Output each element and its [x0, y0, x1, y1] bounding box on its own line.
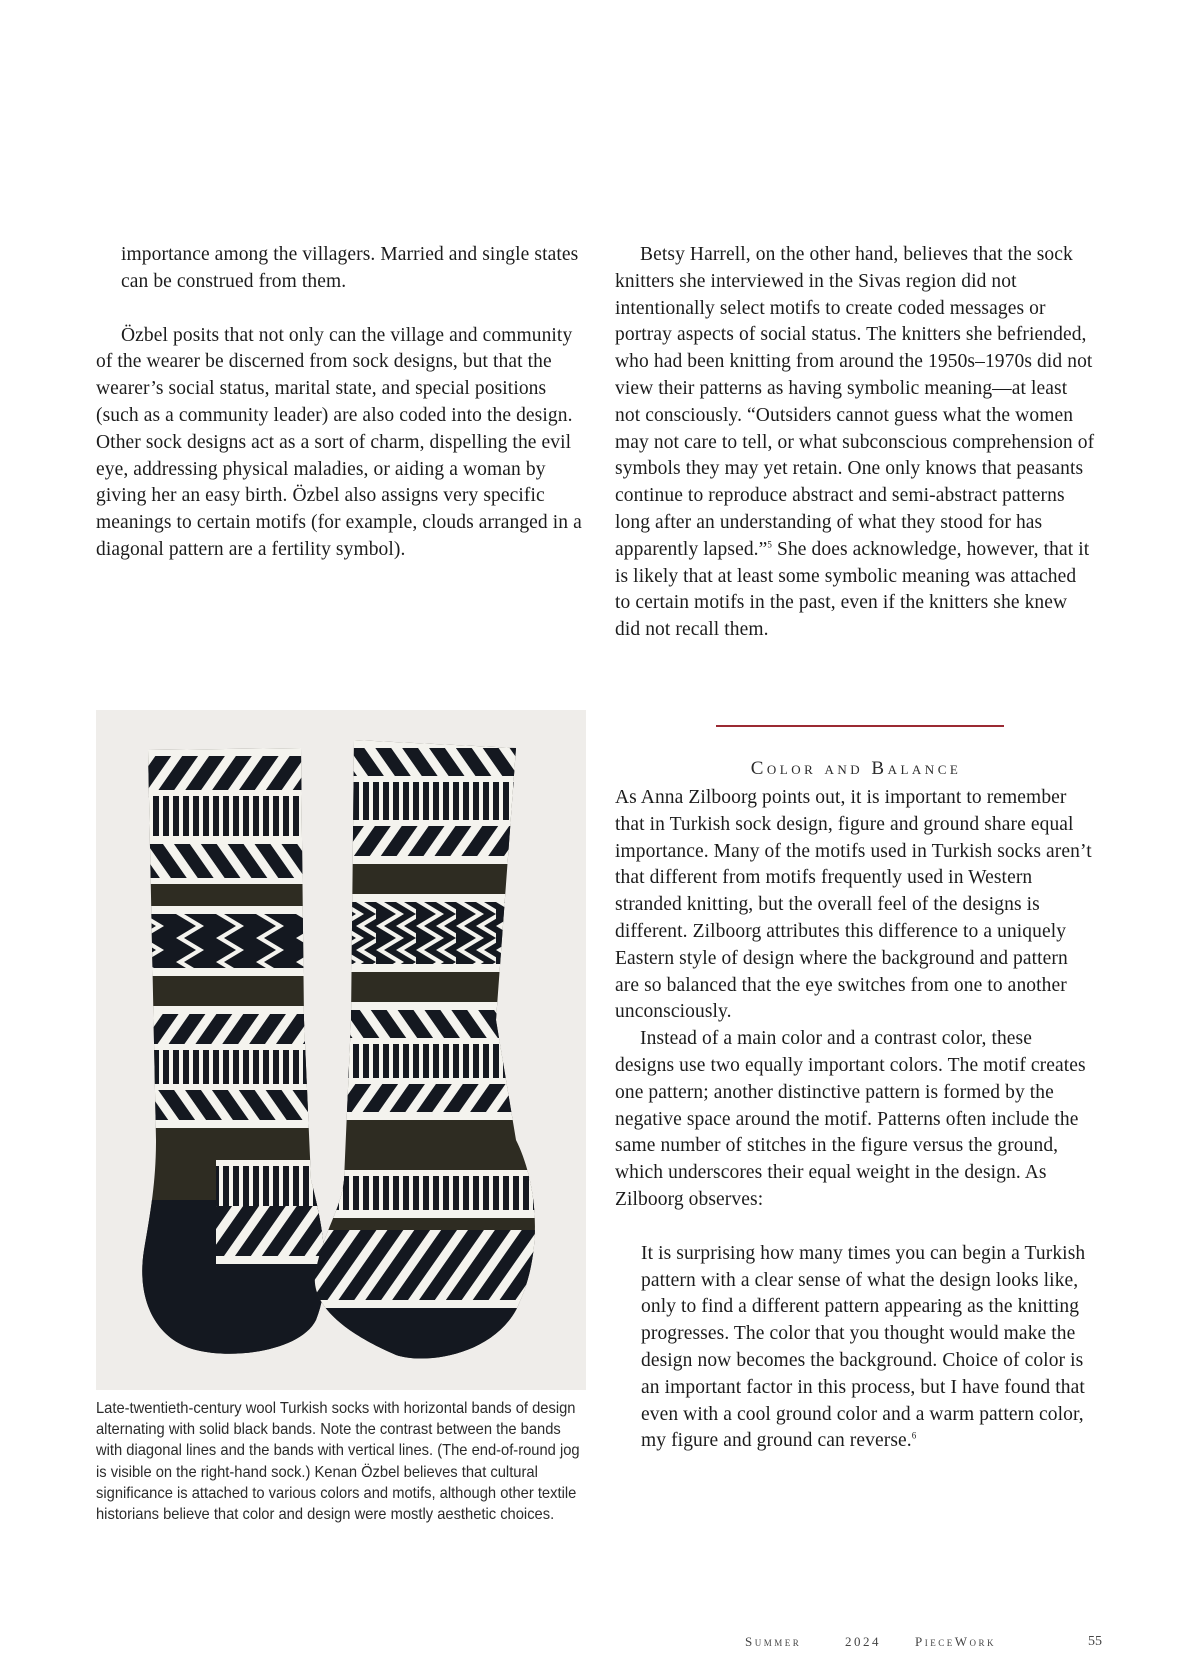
- footnote-5: 5: [767, 539, 773, 550]
- right-column-top: [615, 242, 1095, 644]
- right-para-1-a: Betsy Harrell, on the other hand, believes that the sock knitters she interviewed in the Sivas region did not intentionally select motifs to create coded messages or portray aspects of social status. The knitters she befriended, who had been knitting from around the 1950s–1970s did not view their patterns as having symbolic meaning—at least not consciously. “Outsiders cannot guess what the women may not care to tell, or what subconscious comprehension of symbols they may yet retain. One only knows that peasants continue to reproduce abstract and semi-abstract patterns long after an understanding of what they stood for has apparently lapsed.”: [615, 244, 1095, 560]
- right-para-1-b: She does acknowledge, however, that it is likely that at least some symbolic meaning was attached to certain motifs in the past, even if the knitters she knew did not recall them.: [615, 538, 1090, 641]
- photo-caption: Late-twentieth-century wool Turkish socks with horizontal bands of design alternating with solid black bands. Note the contrast between the bands with diagonal lines and the bands with vertical lines. (The end-of-round jog is visible on the right-hand sock.) Kenan Özbel believes that cultural significance is attached to various colors and motifs, although other textile historians believe that color and design were mostly aesthetic choices.: [96, 1400, 580, 1524]
- left-column: [96, 242, 586, 564]
- footer-year: 2024: [845, 1634, 881, 1649]
- page-number: 55: [1088, 1634, 1102, 1649]
- section-heading: Color and Balance: [750, 758, 962, 779]
- left-para-1: importance among the villagers. Married and single states can be construed from them.: [121, 244, 579, 292]
- footer-season: Summer: [745, 1634, 802, 1649]
- footer-magazine: PieceWork: [915, 1634, 996, 1649]
- right-column-bottom: [615, 785, 1095, 1455]
- block-quote: [615, 1241, 1095, 1455]
- page-footer: [745, 1634, 1105, 1654]
- right-para-3: Instead of a main color and a contrast color, these designs use two equally important colors. The motif creates one pattern; another distinctive pattern is formed by the negative space around the motif. Patterns often include the same number of stitches in the figure versus the ground, which underscores their equal weight in the design. As Zilboorg observes:: [615, 1028, 1086, 1210]
- right-para-1: [615, 242, 1095, 644]
- socks-photo: [96, 710, 586, 1390]
- socks-illustration: [96, 710, 586, 1390]
- footnote-6: 6: [911, 1430, 917, 1441]
- block-quote-text: It is surprising how many times you can begin a Turkish pattern with a clear sense of what the design looks like, only to find a different pattern appearing as the knitting progresses. The color that you thought would make the design now becomes the background. Choice of color is an important factor in this process, but I have found that even with a cool ground color and a warm pattern color, my figure and ground can reverse.: [641, 1242, 1086, 1452]
- section-rule: [716, 725, 1004, 727]
- left-para-2: Özbel posits that not only can the village and community of the wearer be discerned from sock designs, but that the wearer’s social status, marital state, and special positions (such as a community leader) are also coded into the design. Other sock designs act as a sort of charm, dispelling the evil eye, addressing physical maladies, or aiding a woman by giving her an easy birth. Özbel also assigns very specific meanings to certain motifs (for example, clouds arranged in a diagonal pattern are a fertility symbol).: [96, 324, 582, 560]
- right-para-2: As Anna Zilboorg points out, it is important to remember that in Turkish sock design, figure and ground share equal importance. Many of the motifs used in Turkish socks aren’t that different from motifs frequently used in Western stranded knitting, but the overall feel of the designs is different. Zilboorg attributes this difference to a uniquely Eastern style of design where the background and pattern are so balanced that the eye switches from one to another unconsciously.: [615, 787, 1092, 1023]
